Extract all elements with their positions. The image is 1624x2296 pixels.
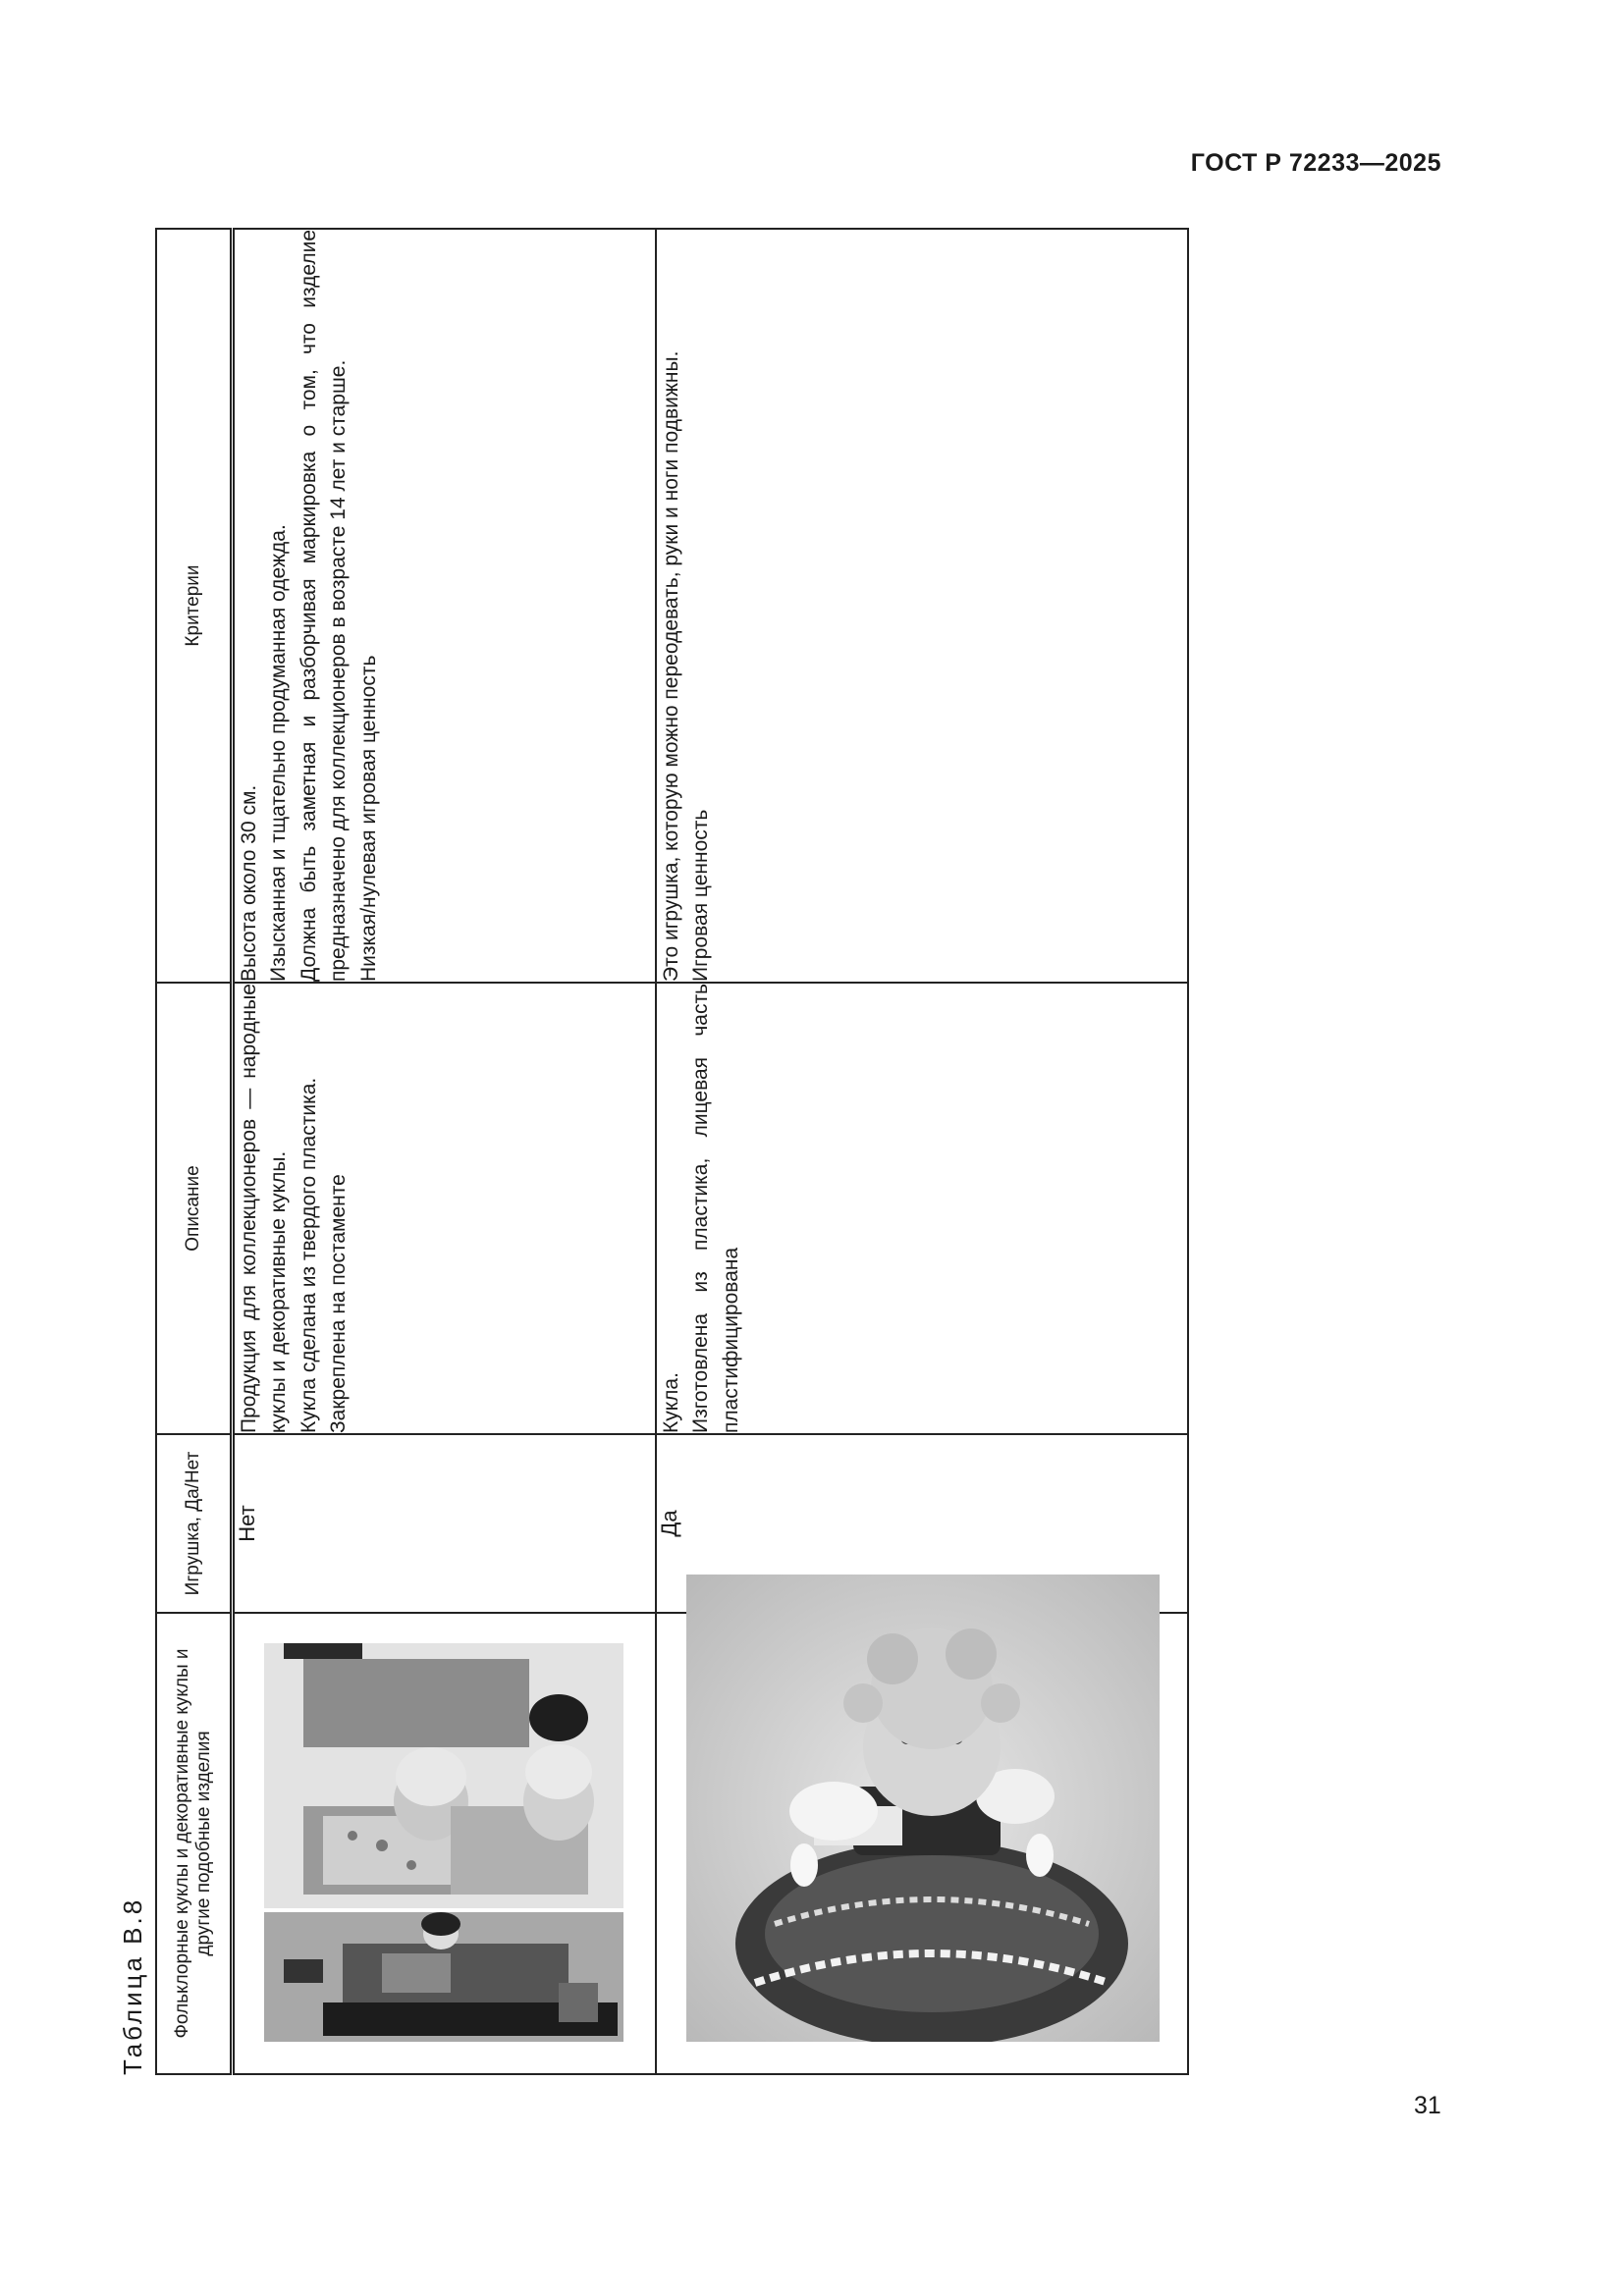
page-number: 31: [1414, 2092, 1441, 2119]
description-line: Закреплена на постаменте: [327, 1174, 351, 1433]
table-row: [656, 229, 1188, 2074]
table-caption: Таблица В.8: [118, 1896, 147, 2075]
photo-cell: [656, 1613, 1188, 2074]
description-line: Изготовлена из пластика, лицевая часть пластифицирована: [689, 984, 742, 1433]
criteria-line: Должна быть заметная и разборчивая маркировка о том, что изделие предназначено для коллекционеров в возрасте 14 лет и старше.: [297, 230, 351, 982]
rotated-table-block: [118, 230, 1159, 2075]
header-dolls: Фольклорные куклы и декоративные куклы и другие подобные изделия: [156, 1613, 233, 2074]
description-line: Продукция для коллекционеров — народные куклы и декоративные куклы.: [238, 984, 291, 1433]
criteria-line: Высота около 30 см.: [238, 784, 260, 982]
description-cell: [656, 983, 1188, 1434]
document-code: ГОСТ Р 72233—2025: [1190, 149, 1441, 177]
criteria-line: Игровая ценность: [689, 809, 713, 982]
criteria-cell: [233, 229, 657, 983]
criteria-line: Это игрушка, которую можно переодевать, руки и ноги подвижны.: [660, 350, 682, 982]
doll-classification-table: [155, 228, 1189, 2075]
description-line: Кукла сделана из твердого пластика.: [297, 1077, 320, 1433]
folk-dolls-photo: [264, 1643, 623, 2042]
criteria-line: Изысканная и тщательно продуманная одежда.: [267, 524, 291, 982]
description-line: Кукла.: [660, 1372, 682, 1433]
photo-cell: [233, 1613, 657, 2074]
criteria-line: Низкая/нулевая игровая ценность: [356, 655, 380, 982]
table-row: [233, 229, 657, 2074]
criteria-cell: [656, 229, 1188, 983]
header-toy-yes-no: Игрушка, Да/Нет: [156, 1434, 233, 1613]
table-header-row: [156, 229, 233, 2074]
toy-value: Нет: [233, 1434, 657, 1613]
description-cell: [233, 983, 657, 1434]
toy-doll-photo: [686, 1575, 1160, 2042]
toy-value: Да: [656, 1434, 1188, 1613]
header-description: Описание: [156, 983, 233, 1434]
header-criteria: Критерии: [156, 229, 233, 983]
